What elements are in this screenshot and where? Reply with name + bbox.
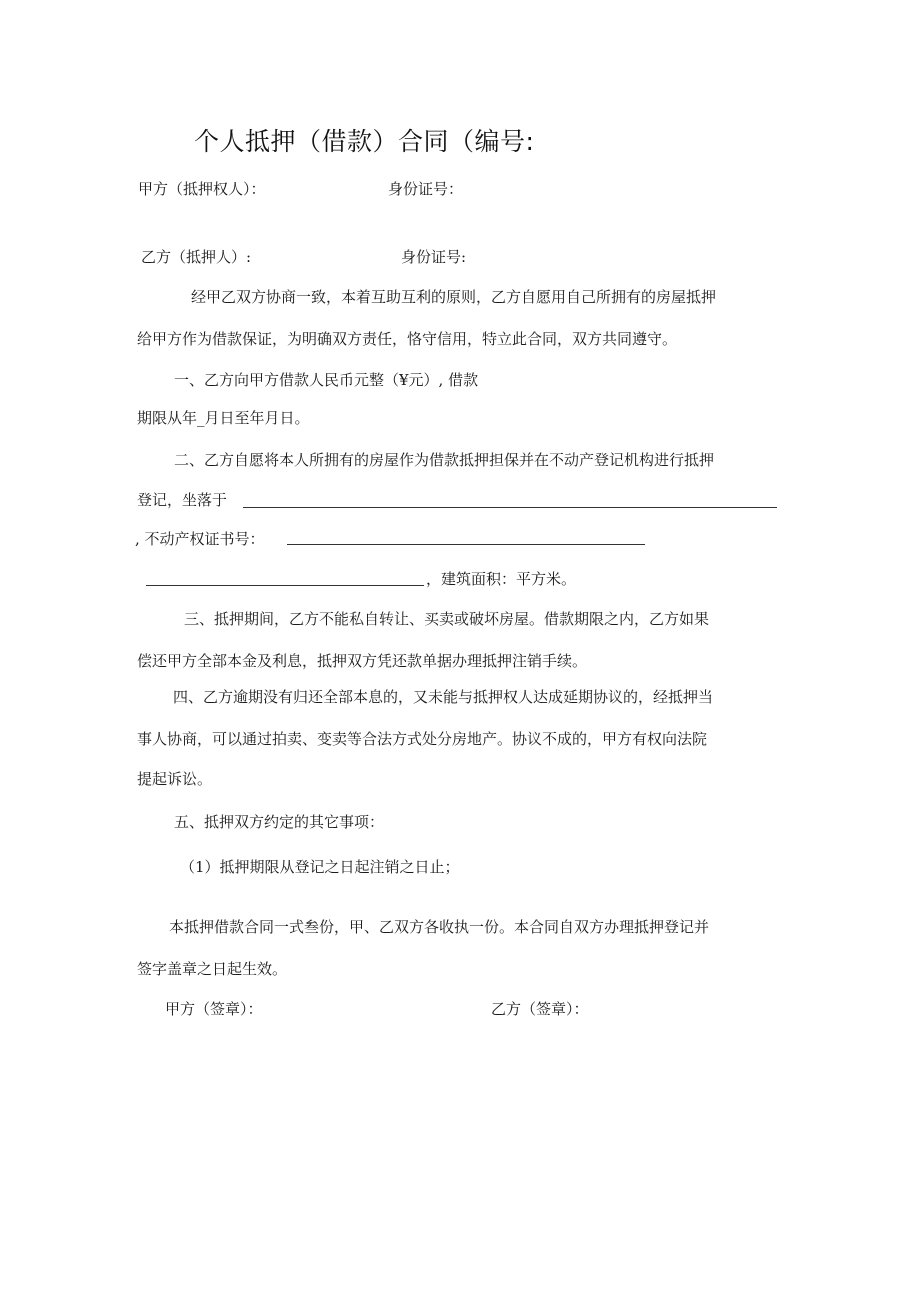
cert-number-blank-line (287, 544, 645, 545)
clause-5-item-1: （1）抵押期限从登记之日起注销之日止； (180, 858, 460, 876)
area-blank-line (146, 585, 424, 586)
party-b-id-label: 身份证号: (401, 248, 467, 266)
intro-line-2: 给甲方作为借款保证，为明确双方责任，恪守信用，特立此合同，双方共同遵守。 (137, 330, 678, 348)
clause-3-line-2: 偿还甲方全部本金及利息，抵押双方凭还款单据办理抵押注销手续。 (137, 652, 588, 670)
intro-line-1: 经甲乙双方协商一致，本着互助互利的原则，乙方自愿用自己所拥有的房屋抵押 (191, 288, 717, 306)
clause-2-line-1: 二、乙方自愿将本人所拥有的房屋作为借款抵押担保并在不动产登记机构进行抵押 (174, 451, 715, 469)
party-b-label: 乙方（抵押人）: (141, 248, 252, 266)
clause-5-heading: 五、抵押双方约定的其它事项： (174, 813, 385, 831)
page-title: 个人抵押（借款）合同（编号: (194, 127, 535, 156)
clause-2-area-text: ，建筑面积：平方米。 (426, 570, 577, 588)
party-b-signature-label: 乙方（签章）： (491, 1000, 589, 1018)
clause-4-line-2: 事人协商，可以通过拍卖、变卖等合法方式处分房地产。协议不成的，甲方有权向法院 (137, 730, 708, 748)
party-a-label: 甲方（抵押权人）： (138, 180, 266, 198)
clause-2-location-label: 登记，坐落于 (137, 491, 228, 509)
clause-1-line-1: 一、乙方向甲方借款人民币元整（¥元）, 借款 (174, 371, 479, 389)
clause-4-line-1: 四、乙方逾期没有归还全部本息的，又未能与抵押权人达成延期协议的，经抵押当 (173, 688, 714, 706)
party-a-signature-label: 甲方（签章）： (165, 1000, 263, 1018)
location-blank-line (243, 507, 777, 508)
closing-line-1: 本抵押借款合同一式叁份，甲、乙双方各收执一份。本合同自双方办理抵押登记并 (169, 918, 710, 936)
clause-3-line-1: 三、抵押期间，乙方不能私自转让、买卖或破坏房屋。借款期限之内，乙方如果 (184, 610, 710, 628)
closing-line-2: 签字盖章之日起生效。 (137, 960, 288, 978)
clause-4-line-3: 提起诉讼。 (137, 770, 213, 788)
clause-1-line-2: 期限从年_月日至年月日。 (137, 409, 310, 427)
clause-2-cert-label: , 不动产权证书号： (135, 530, 265, 548)
party-a-id-label: 身份证号： (388, 180, 464, 198)
